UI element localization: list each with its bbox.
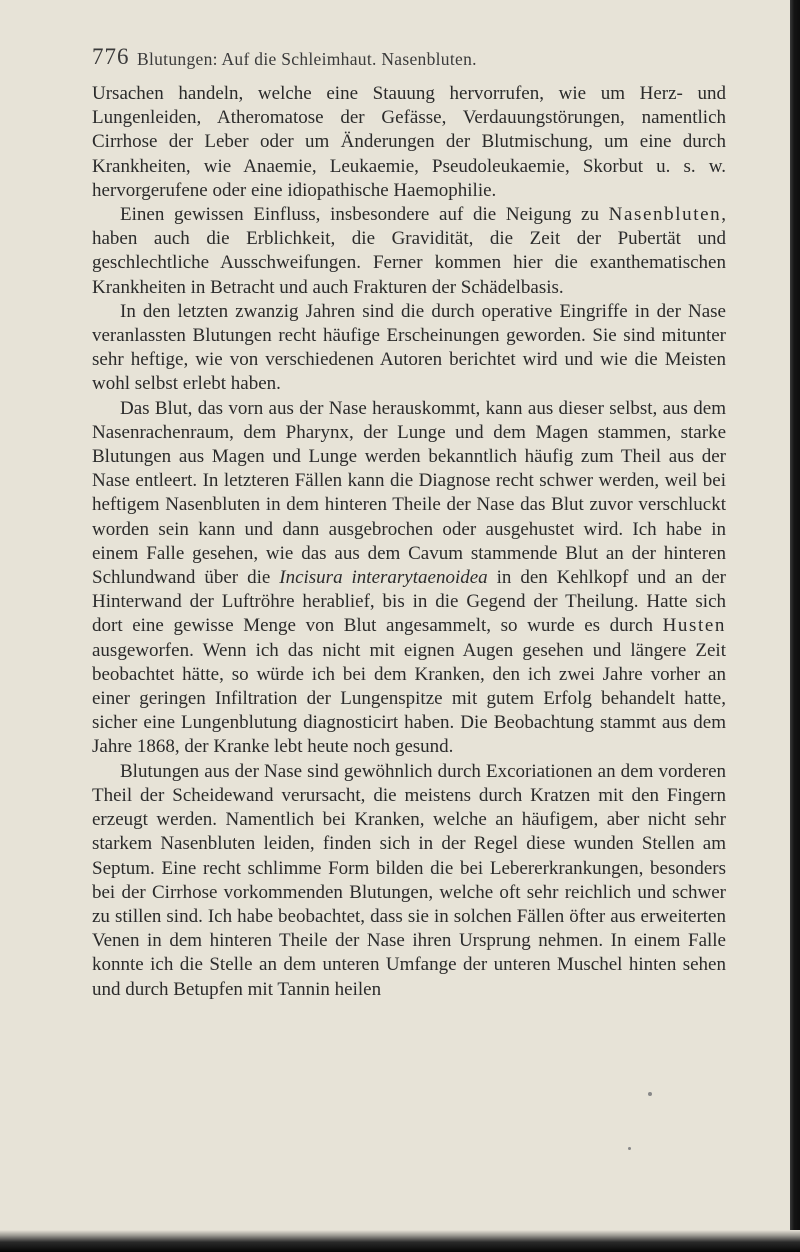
text-run: In den letzten zwanzig Jahren sind die durch operative Eingriffe in der Nase veranlassten Blutungen recht häufige Erscheinungen geworden. Sie sind mitunter sehr heftige, wie von verschiedenen Autoren berichtet wird und wie die Meisten wohl selbst erlebt haben. (92, 300, 726, 395)
emphasis-spaced: Nasenbluten (608, 204, 722, 226)
page-header (92, 44, 732, 74)
emphasis-italic: Incisura interarytaenoidea (279, 567, 488, 589)
text-run: Das Blut, das vorn aus der Nase herauskommt, kann aus dieser selbst, aus dem Nasenrachenraum, dem Pharynx, der Lunge und dem Magen stammen, starke Blutungen aus Magen und Lunge werden bekanntlich häufig zum Theil aus der Nase entleert. In letzteren Fällen kann die Diagnose recht schwer werden, weil bei heftigem Nasenbluten in dem hinteren Theile der Nase das Blut zuvor verschluckt worden sein kann und dann ausgebrochen oder ausgehustet wird. Ich habe in einem Falle gesehen, wie das aus dem Cavum stammende Blut an der hinteren Schlundwand über die (92, 397, 726, 589)
page-number: 776 (92, 44, 130, 69)
page-edge-shadow (790, 0, 800, 1252)
text-run: in den Kehlkopf und an der Hinterwand der Luftröhre herablief, bis in die Gegend der Theilung. Hatte sich dort eine gewisse Menge von Blut angesammelt, so wurde es durch (92, 567, 727, 637)
paragraph-influences (92, 203, 726, 300)
paragraph-blood-origin (92, 397, 726, 760)
text-run: , haben auch die Erblichkeit, die Gravidität, die Zeit der Pubertät und geschlechtliche Ausschweifungen. Ferner kommen hier die exanthematischen Krankheiten in Betracht und auch Frakturen der Schädelbasis. (92, 204, 726, 298)
text-run: Einen gewissen Einfluss, insbesondere auf die Neigung zu (120, 204, 609, 226)
running-title: Blutungen: Auf die Schleimhaut. Nasenbluten. (137, 49, 477, 69)
text-run: Ursachen handeln, welche eine Stauung hervorrufen, wie um Herz- und Lungenleiden, Atheromatose der Gefässe, Verdauungstörungen, namentlich Cirrhose der Leber oder um Änderungen der Blutmischung, um eine durch Krankheiten, wie Anaemie, Leukaemie, Pseudoleukaemie, Skorbut u. s. w. hervorgerufene oder eine idiopathische Haemophilie. (92, 83, 726, 201)
paragraph-causes (92, 82, 726, 203)
paper-speck (628, 1147, 631, 1150)
emphasis-spaced: Husten (662, 615, 726, 637)
text-run: ausgeworfen. Wenn ich das nicht mit eignen Augen gesehen und längere Zeit beobachtet hätte, so würde ich bei dem Kranken, den ich zwei Jahre vorher an einer geringen Infiltration der Lungenspitze mit gutem Erfolg behandelt hatte, sicher eine Lungenblutung diagnosticirt haben. Die Beobachtung stammt aus dem Jahre 1868, der Kranke lebt heute noch gesund. (92, 639, 726, 758)
paragraph-septum (92, 760, 726, 1002)
text-run: Blutungen aus der Nase sind gewöhnlich durch Excoriationen an dem vorderen Theil der Scheidewand verursacht, die meistens durch Kratzen mit den Fingern erzeugt werden. Namentlich bei Kranken, welche an häufigem, aber nicht sehr starkem Nasenbluten leiden, finden sich in der Regel diese wunden Stellen am Septum. Eine recht schlimme Form bilden die bei Lebererkrankungen, besonders bei der Cirrhose vorkommenden Blutungen, welche oft sehr reichlich und schwer zu stillen sind. Ich habe beobachtet, dass sie in solchen Fällen öfter aus erweiterten Venen in dem hinteren Theile der Nase ihren Ursprung nehmen. In einem Falle konnte ich die Stelle an dem unteren Umfange der unteren Muschel hinten sehen und durch Betupfen mit Tannin heilen (92, 760, 726, 1000)
paragraph-operations (92, 300, 726, 397)
page-bottom-shadow (0, 1230, 800, 1252)
body-text (92, 82, 726, 1002)
paper-speck (648, 1092, 652, 1096)
